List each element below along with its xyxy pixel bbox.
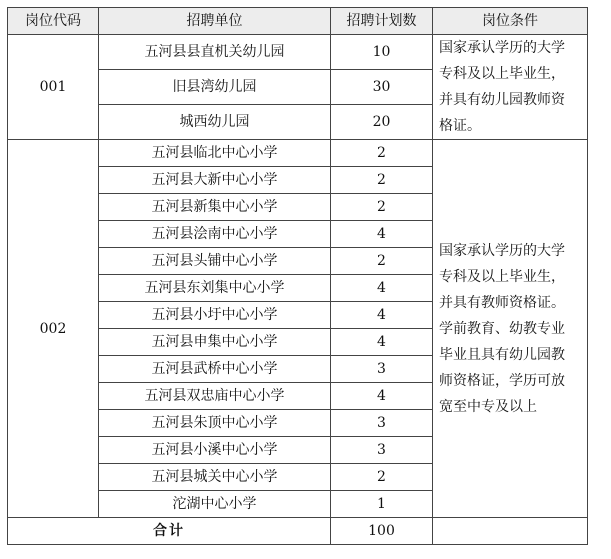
header-position-code: 岗位代码 — [8, 8, 99, 35]
plan-count-cell: 3 — [331, 437, 433, 464]
plan-count-cell: 1 — [331, 491, 433, 518]
condition-line: 国家承认学历的大学 — [439, 40, 565, 56]
condition-line: 专科及以上毕业生， — [439, 66, 565, 82]
recruiting-unit-cell: 五河县朱顶中心小学 — [99, 410, 331, 437]
table-header-row — [8, 8, 588, 35]
recruiting-unit-cell: 五河县双忠庙中心小学 — [99, 383, 331, 410]
table-row — [8, 140, 588, 167]
total-conditions-empty — [433, 518, 588, 545]
condition-line: 国家承认学历的大学 — [439, 242, 565, 259]
plan-count-cell: 2 — [331, 140, 433, 167]
plan-count-cell: 2 — [331, 194, 433, 221]
plan-count-cell: 10 — [331, 35, 433, 70]
condition-line: 学前教育、幼教专业 — [439, 320, 565, 337]
recruiting-unit-cell: 五河县东刘集中心小学 — [99, 275, 331, 302]
total-count: 100 — [331, 518, 433, 545]
plan-count-cell: 2 — [331, 248, 433, 275]
recruiting-unit-cell: 沱湖中心小学 — [99, 491, 331, 518]
condition-line: 宽至中专及以上 — [439, 398, 537, 415]
plan-count-cell: 2 — [331, 167, 433, 194]
recruiting-unit-cell: 五河县新集中心小学 — [99, 194, 331, 221]
plan-count-cell: 4 — [331, 275, 433, 302]
condition-line: 并具有幼儿园教师资 — [439, 92, 565, 108]
position-conditions-cell — [433, 140, 588, 518]
recruitment-table — [7, 7, 588, 545]
recruiting-unit-cell: 五河县浍南中心小学 — [99, 221, 331, 248]
plan-count-cell: 20 — [331, 105, 433, 140]
plan-count-cell: 4 — [331, 302, 433, 329]
condition-line: 并具有教师资格证。 — [439, 294, 565, 311]
header-plan-count: 招聘计划数 — [331, 8, 433, 35]
recruiting-unit-cell: 五河县头铺中心小学 — [99, 248, 331, 275]
plan-count-cell: 2 — [331, 464, 433, 491]
total-row — [8, 518, 588, 545]
recruiting-unit-cell: 城西幼儿园 — [99, 105, 331, 140]
recruiting-unit-cell: 五河县武桥中心小学 — [99, 356, 331, 383]
recruiting-unit-cell: 五河县临北中心小学 — [99, 140, 331, 167]
header-recruiting-unit: 招聘单位 — [99, 8, 331, 35]
recruiting-unit-cell: 旧县湾幼儿园 — [99, 70, 331, 105]
plan-count-cell: 4 — [331, 329, 433, 356]
position-conditions-cell — [433, 35, 588, 140]
recruiting-unit-cell: 五河县小圩中心小学 — [99, 302, 331, 329]
position-code-cell: 002 — [8, 140, 99, 518]
recruiting-unit-cell: 五河县县直机关幼儿园 — [99, 35, 331, 70]
total-label: 合计 — [8, 518, 331, 545]
plan-count-cell: 3 — [331, 410, 433, 437]
table-row — [8, 35, 588, 70]
condition-line: 格证。 — [439, 118, 481, 134]
plan-count-cell: 30 — [331, 70, 433, 105]
position-code-cell: 001 — [8, 35, 99, 140]
header-position-conditions: 岗位条件 — [433, 8, 588, 35]
plan-count-cell: 3 — [331, 356, 433, 383]
condition-line: 毕业且具有幼儿园教 — [439, 346, 565, 363]
condition-line: 师资格证，学历可放 — [439, 372, 565, 389]
recruiting-unit-cell: 五河县城关中心小学 — [99, 464, 331, 491]
condition-line: 专科及以上毕业生， — [439, 268, 565, 285]
recruiting-unit-cell: 五河县大新中心小学 — [99, 167, 331, 194]
recruiting-unit-cell: 五河县小溪中心小学 — [99, 437, 331, 464]
plan-count-cell: 4 — [331, 383, 433, 410]
plan-count-cell: 4 — [331, 221, 433, 248]
recruiting-unit-cell: 五河县申集中心小学 — [99, 329, 331, 356]
